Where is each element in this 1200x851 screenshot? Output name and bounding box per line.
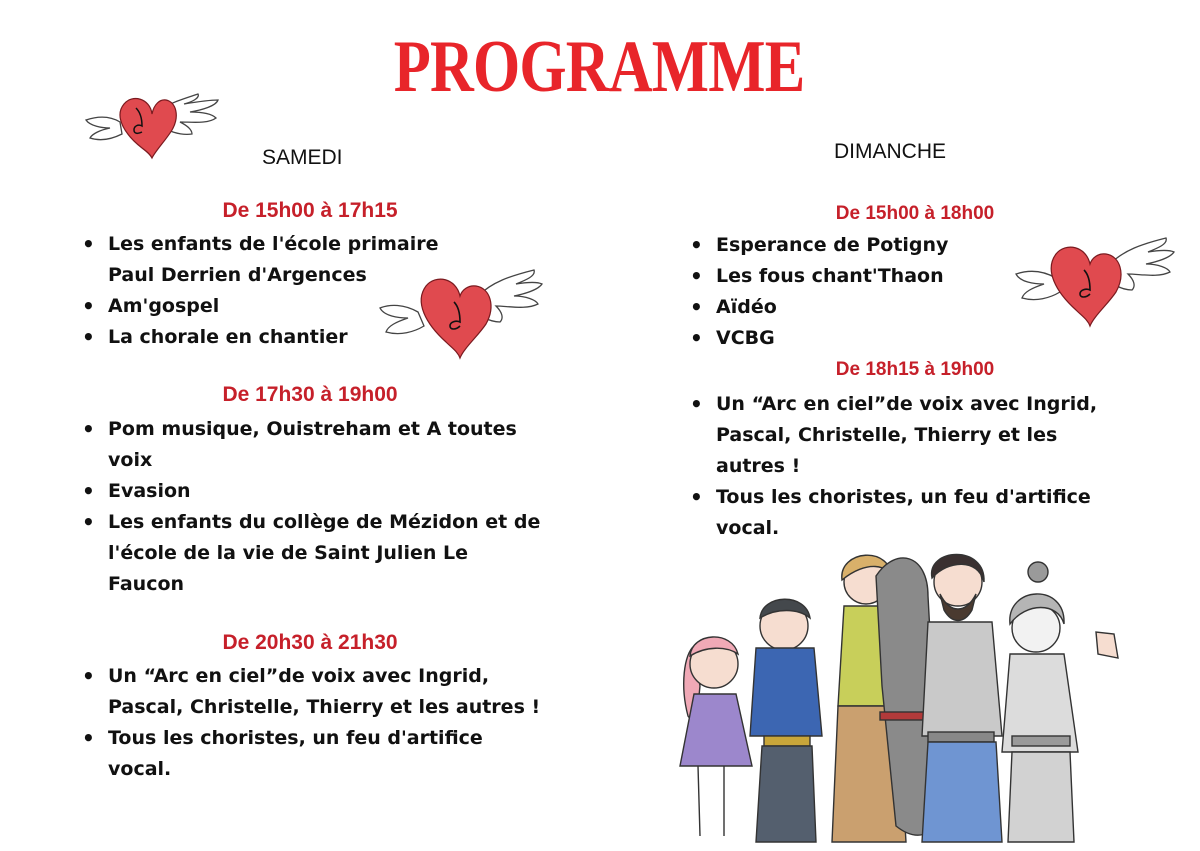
list-item: • La chorale en chantier — [80, 322, 540, 353]
singers-group-illustration — [666, 536, 1148, 848]
winged-heart-icon — [80, 86, 222, 160]
act-list — [80, 661, 540, 785]
list-item: • Tous les choristes, un feu d'artifice vocal. — [688, 482, 1116, 544]
day-heading-samedi: SAMEDI — [262, 146, 343, 169]
act-list — [688, 389, 1108, 544]
list-item: • Les enfants du collège de Mézidon et de l'école de la vie de Saint Julien Le Faucon — [80, 507, 548, 600]
list-item: • Un “Arc en ciel”de voix avec Ingrid, Pascal, Christelle, Thierry et les autres ! — [688, 389, 1116, 482]
act-list — [80, 229, 540, 353]
list-item: • Les fous chant'Thaon — [688, 261, 1008, 292]
list-item: • Les enfants de l'école primaire Paul Derrien d'Argences — [80, 229, 488, 291]
list-item: • Evasion — [80, 476, 540, 507]
time-slot: De 15h00 à 17h15 — [222, 199, 398, 222]
list-item: • Esperance de Potigny — [688, 230, 1008, 261]
page-title: PROGRAMME — [393, 26, 805, 108]
time-slot: De 15h00 à 18h00 — [835, 203, 995, 224]
time-slot: De 18h15 à 19h00 — [835, 359, 995, 380]
act-list — [80, 414, 540, 600]
list-item: • Am'gospel — [80, 291, 540, 322]
list-item: • VCBG — [688, 323, 1008, 354]
time-slot: De 17h30 à 19h00 — [222, 383, 398, 406]
list-item: • Aïdéo — [688, 292, 1008, 323]
list-item: • Un “Arc en ciel”de voix avec Ingrid, Pascal, Christelle, Thierry et les autres ! — [80, 661, 548, 723]
list-item: • Pom musique, Ouistreham et A toutes voix — [80, 414, 538, 476]
winged-heart-icon — [1012, 234, 1176, 328]
act-list — [688, 230, 1008, 354]
day-heading-dimanche: DIMANCHE — [834, 140, 947, 163]
list-item: • Tous les choristes, un feu d'artifice vocal. — [80, 723, 508, 785]
time-slot: De 20h30 à 21h30 — [222, 631, 398, 654]
